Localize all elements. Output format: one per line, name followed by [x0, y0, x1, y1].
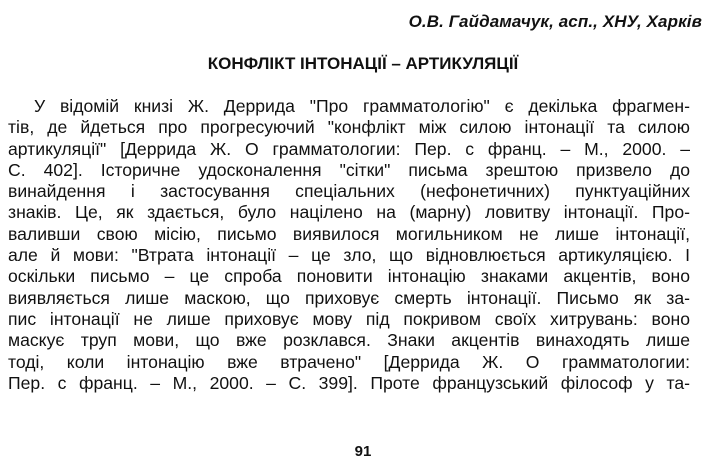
text-line: тів, де йдеться про прогресуючий "конфлікт між силою інтонації та силою — [8, 117, 690, 138]
text-line: винайдення і застосування спеціальних (нефонетичних) пунктуаційних — [8, 181, 690, 202]
text-line: оскільки письмо – це спроба поновити інтонацію знаками акцентів, воно — [8, 266, 690, 287]
text-line: С. 402]. Історичне удосконалення "сітки" письма зрештою призвело до — [8, 159, 690, 180]
text-line: тоді, коли інтонацію вже втрачено" [Деррида Ж. О грамматологии: — [8, 351, 690, 372]
text-line: пис інтонації не лише приховує мову під покривом своїх хитрувань: воно — [8, 308, 690, 329]
article-title: КОНФЛІКТ ІНТОНАЦІЇ – АРТИКУЛЯЦІЇ — [207, 54, 519, 73]
text-line: знаків. Це, як здається, було націлено на (марну) ловитву інтонації. Про- — [8, 202, 690, 223]
page-number: 91 — [354, 443, 372, 460]
text-line: валивши свою місію, письмо виявилося могильником не лише інтонації, — [8, 223, 690, 244]
text-line: Пер. с франц. – М., 2000. – С. 399]. Проте французський філософ у та- — [8, 372, 690, 393]
text-line: але й мови: "Втрата інтонації – це зло, що відновлюється артикуляцією. І — [8, 245, 690, 266]
text-line: виявляється лише маскою, що приховує смерть інтонації. Письмо як за- — [8, 287, 690, 308]
text-line: У відомій книзі Ж. Деррида "Про грамматологію" є декілька фрагмен- — [34, 96, 690, 116]
author-line: О.В. Гайдамачук, асп., ХНУ, Харків — [408, 12, 702, 31]
article-body — [8, 96, 690, 394]
text-line: маскує труп мови, що вже розклався. Знаки акцентів винаходять лише — [8, 330, 690, 351]
text-line: артикуляції" [Деррида Ж. О грамматологии: Пер. с франц. – М., 2000. – — [8, 138, 690, 159]
